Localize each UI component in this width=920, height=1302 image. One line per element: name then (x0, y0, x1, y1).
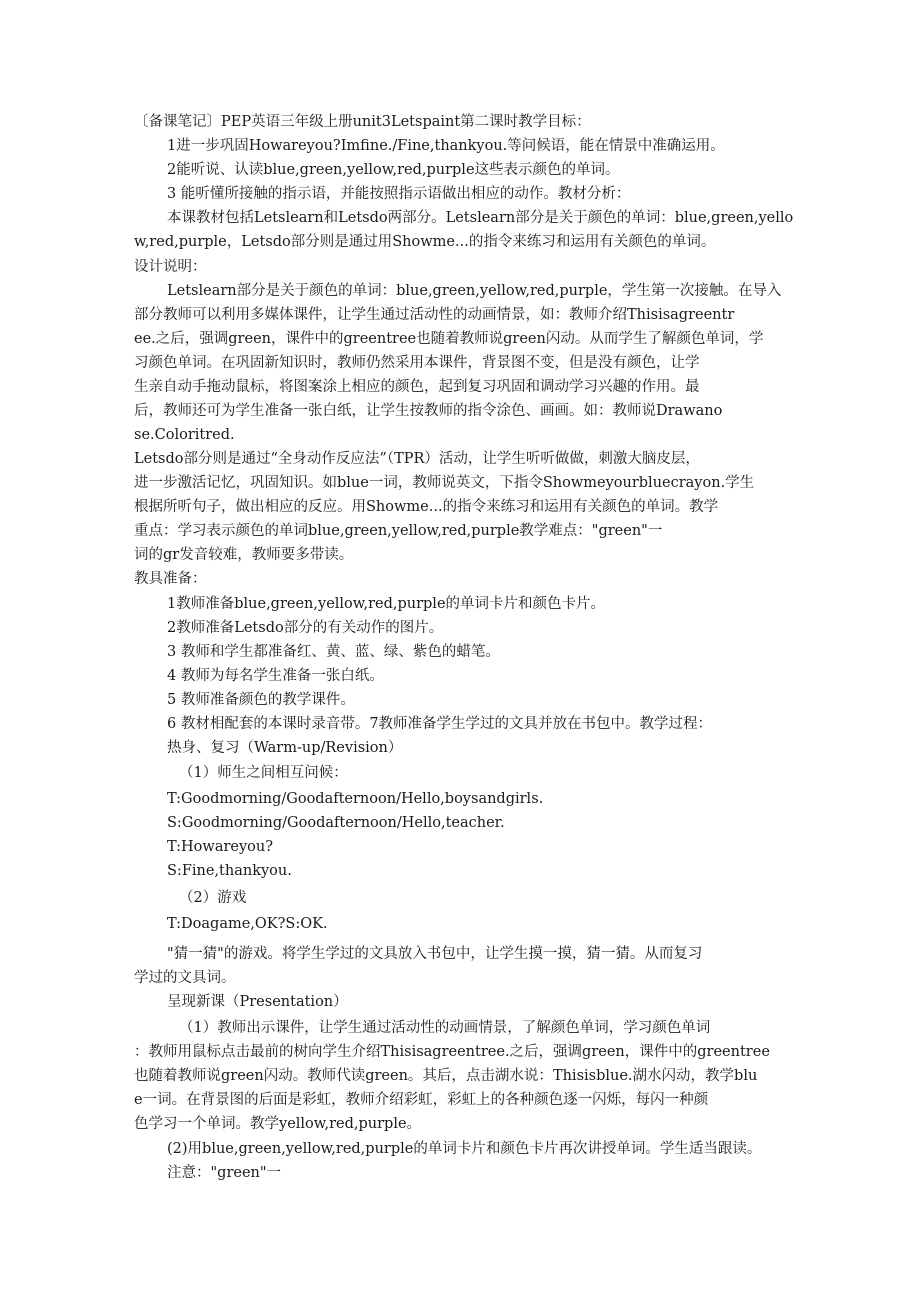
list-item: 3 教师和学生都准备红、黄、蓝、绿、紫色的蜡笔。 (167, 644, 500, 660)
section-heading: 设计说明： (134, 259, 207, 275)
text-line: 后，教师还可为学生准备一张白纸，让学生按教师的指令涂色、画画。如：教师说Drawano (134, 403, 723, 419)
objective-1: 1进一步巩固Howareyou?Imfine./Fine,thankyou.等问候语，能在情景中准确运用。 (167, 138, 725, 154)
text-line: "猜一猜"的游戏。将学生学过的文具放入书包中，让学生摸一摸，猜一猜。从而复习 (167, 946, 703, 962)
text-line: (2)用blue,green,yellow,red,purple的单词卡片和颜色卡片再次讲授单词。学生适当跟读。 (167, 1141, 762, 1157)
step-heading: （1）教师出示课件，让学生通过活动性的动画情景，了解颜色单词，学习颜色单词 (179, 1020, 711, 1036)
dialogue-line: S:Goodmorning/Goodafternoon/Hello,teacher. (167, 815, 505, 831)
text-line: ：教师用鼠标点击最前的树向学生介绍Thisisagreentree.之后，强调green，课件中的greentree (134, 1044, 770, 1060)
text-line: 习颜色单词。在巩固新知识时，教师仍然采用本课件，背景图不变，但是没有颜色，让学 (134, 355, 700, 371)
text-line: 进一步激活记忆，巩固知识。如blue一词，教师说英文，下指令Showmeyourbluecrayon.学生 (134, 475, 755, 491)
text-line: 重点：学习表示颜色的单词blue,green,yellow,red,purple教学难点："green"一 (134, 523, 663, 539)
list-item: 1教师准备blue,green,yellow,red,purple的单词卡片和颜色卡片。 (167, 596, 606, 612)
step-heading: （1）师生之间相互问候： (179, 765, 348, 781)
text-line: se.Coloritred. (134, 427, 235, 443)
text-line: Letslearn部分是关于颜色的单词：blue,green,yellow,red,purple，学生第一次接触。在导入 (167, 283, 782, 299)
section-heading: 热身、复习（Warm-up/Revision） (167, 740, 403, 756)
text-line: ee.之后，强调green，课件中的greentree也随着教师说green闪动。从而学生了解颜色单词，学 (134, 331, 764, 347)
objective-2: 2能听说、认读blue,green,yellow,red,purple这些表示颜色的单词。 (167, 162, 620, 178)
text-line: 也随着教师说green闪动。教师代读green。其后，点击湖水说：Thisisblue.湖水闪动，教学blu (134, 1068, 758, 1084)
doc-heading: 〔备课笔记〕PEP英语三年级上册unit3Letspaint第二课时教学目标： (134, 114, 591, 130)
dialogue-line: T:Doagame,OK?S:OK. (167, 916, 328, 932)
section-heading: 呈现新课（Presentation） (167, 994, 348, 1010)
dialogue-line: S:Fine,thankyou. (167, 863, 292, 879)
text-line: Letsdo部分则是通过“全身动作反应法”（TPR）活动，让学生听听做做，刺激大脑皮层， (134, 451, 700, 467)
text-line: 生亲自动手拖动鼠标，将图案涂上相应的颜色，起到复习巩固和调动学习兴趣的作用。最 (134, 379, 700, 395)
text-line: 注意："green"一 (167, 1165, 282, 1181)
text-line: e一词。在背景图的后面是彩虹，教师介绍彩虹，彩虹上的各种颜色逐一闪烁，每闪一种颜 (134, 1092, 709, 1108)
text-line: 色学习一个单词。教学yellow,red,purple。 (134, 1116, 422, 1132)
dialogue-line: T:Howareyou? (167, 839, 274, 855)
objective-3: 3 能听懂所接触的指示语，并能按照指示语做出相应的动作。教材分析： (167, 186, 631, 202)
step-heading: （2）游戏 (179, 890, 247, 906)
text-line: 学过的文具词。 (134, 970, 236, 986)
list-item: 4 教师为每名学生准备一张白纸。 (167, 668, 384, 684)
text-line: 词的gr发音较难，教师要多带读。 (134, 547, 354, 563)
text-line: 根据所听句子，做出相应的反应。用Showme...的指令来练习和运用有关颜色的单词。教学 (134, 499, 719, 515)
list-item: 2教师准备Letsdo部分的有关动作的图片。 (167, 620, 444, 636)
list-item: 6 教材相配套的本课时录音带。7教师准备学生学过的文具并放在书包中。教学过程： (167, 716, 713, 732)
text-line: w,red,purple，Letsdo部分则是通过用Showme...的指令来练习和运用有关颜色的单词。 (134, 234, 716, 250)
text-line: 本课教材包括Letslearn和Letsdo两部分。Letslearn部分是关于颜色的单词：blue,green,yello (167, 210, 794, 226)
dialogue-line: T:Goodmorning/Goodafternoon/Hello,boysandgirls. (167, 791, 544, 807)
text-line: 部分教师可以利用多媒体课件，让学生通过活动性的动画情景，如：教师介绍Thisisagreentr (134, 307, 735, 323)
section-heading: 教具准备： (134, 571, 207, 587)
list-item: 5 教师准备颜色的教学课件。 (167, 692, 355, 708)
